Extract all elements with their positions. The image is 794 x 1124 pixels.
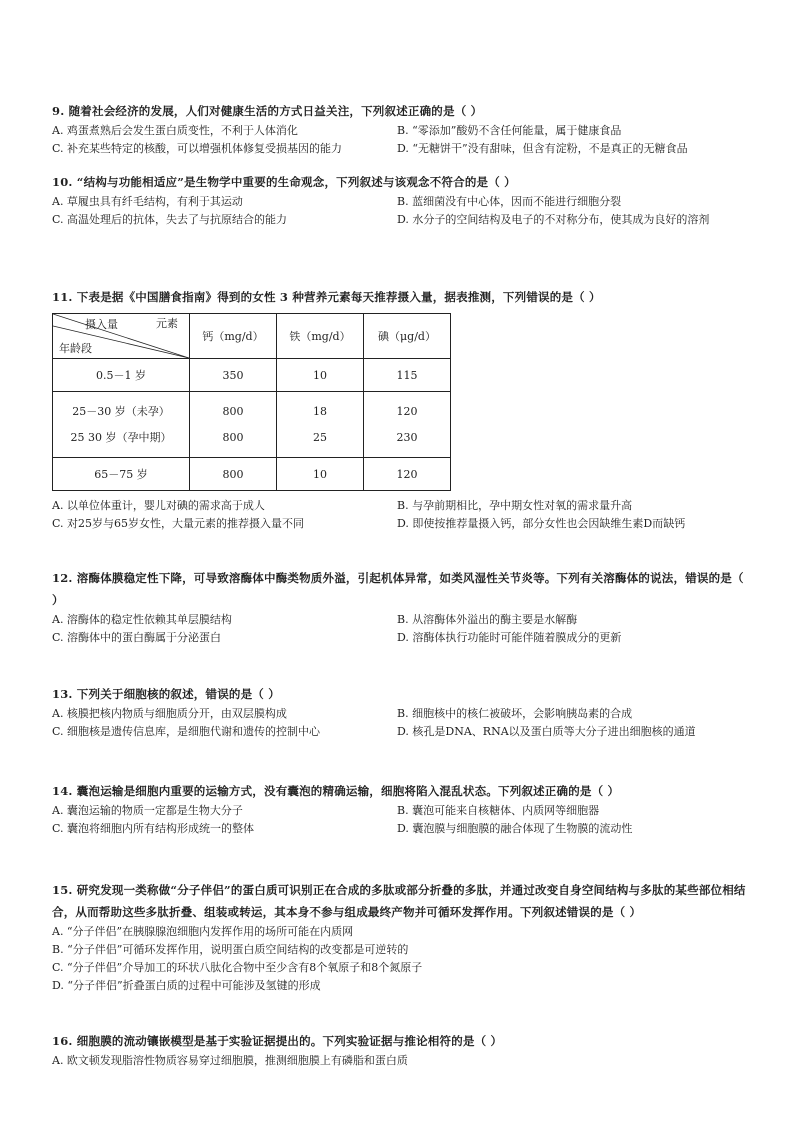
option-c: C. 细胞核是遗传信息库，是细胞代谢和遗传的控制中心 <box>52 725 321 738</box>
age-value: 25 30 岁（孕中期） <box>70 430 172 444</box>
corner-label-element: 元素 <box>156 317 178 330</box>
table-corner-cell <box>53 314 190 359</box>
option-a: A. “分子伴侣”在胰腺腺泡细胞内发挥作用的场所可能在内质网 <box>52 925 354 938</box>
question-12-options <box>52 611 752 647</box>
calcium-cell: 350 <box>190 359 277 392</box>
option-c: C. 对25岁与65岁女性，大量元素的推荐摄入量不同 <box>52 517 305 530</box>
age-cell <box>53 392 190 458</box>
question-16-stem: 16. 细胞膜的流动镶嵌模型是基于实验证据提出的。下列实验证据与推论相符的是（ ） <box>52 1034 503 1048</box>
option-d: D. “无糖饼干”没有甜味，但含有淀粉，不是真正的无糖食品 <box>397 142 688 155</box>
question-13 <box>52 683 752 741</box>
question-12 <box>52 567 752 647</box>
option-b: B. 蓝细菌没有中心体，因而不能进行细胞分裂 <box>397 195 622 208</box>
option-a: A. 草履虫具有纤毛结构，有利于其运动 <box>52 195 243 208</box>
option-d: D. “分子伴侣”折叠蛋白质的过程中可能涉及氢键的形成 <box>52 979 321 992</box>
option-d: D. 核孔是DNA、RNA以及蛋白质等大分子进出细胞核的通道 <box>397 725 696 738</box>
question-12-stem: 12. 溶酶体膜稳定性下降，可导致溶酶体中酶类物质外溢，引起机体异常，如类风湿性关节炎等。下列有关溶酶体的说法，错误的是（ ） <box>52 571 744 607</box>
header-calcium: 钙（mg/d） <box>190 314 277 359</box>
calcium-value: 800 <box>222 404 244 418</box>
option-a: A. 以单位体重计，婴儿对碘的需求高于成人 <box>52 499 265 512</box>
option-b: B. “零添加”酸奶不含任何能量，属于健康食品 <box>397 124 622 137</box>
question-14 <box>52 780 752 838</box>
age-cell: 65－75 岁 <box>53 458 190 491</box>
option-d: D. 即使按推荐量摄入钙，部分女性也会因缺维生素D而缺钙 <box>397 517 686 530</box>
option-b: B. “分子伴侣”可循环发挥作用，说明蛋白质空间结构的改变都是可逆转的 <box>52 943 409 956</box>
iodine-cell: 120 <box>364 458 451 491</box>
iodine-cell <box>364 392 451 458</box>
question-11 <box>52 286 752 308</box>
question-15 <box>52 879 752 995</box>
nutrient-table <box>52 313 451 491</box>
iron-cell <box>277 392 364 458</box>
question-15-stem: 15. 研究发现一类称做“分子伴侣”的蛋白质可识别正在合成的多肽或部分折叠的多肽，并通过改变自身空间结构与多肽的某些部位相结合，从而帮助这些多肽折叠、组装或转运，其本身不参与组成最终产物并可循环发挥作用。下列叙述错误的是（ ） <box>52 883 746 919</box>
option-a: A. 核膜把核内物质与细胞质分开，由双层膜构成 <box>52 707 287 720</box>
calcium-cell: 800 <box>190 458 277 491</box>
question-13-stem: 13. 下列关于细胞核的叙述，错误的是（ ） <box>52 687 280 701</box>
question-14-stem: 14. 囊泡运输是细胞内重要的运输方式，没有囊泡的精确运输，细胞将陷入混乱状态。下列叙述正确的是（ ） <box>52 784 620 798</box>
corner-label-intake: 摄入量 <box>85 318 118 331</box>
option-c: C. 高温处理后的抗体，失去了与抗原结合的能力 <box>52 213 288 226</box>
option-c: C. 溶酶体中的蛋白酶属于分泌蛋白 <box>52 631 222 644</box>
iodine-value: 120 <box>396 404 418 418</box>
age-cell: 0.5－1 岁 <box>53 359 190 392</box>
header-iodine: 碘（μg/d） <box>364 314 451 359</box>
question-14-options <box>52 802 752 838</box>
option-c: C. “分子伴侣”介导加工的环状八肽化合物中至少含有8个氧原子和8个氮原子 <box>52 961 423 974</box>
option-d: D. 囊泡膜与细胞膜的融合体现了生物膜的流动性 <box>397 822 633 835</box>
question-16 <box>52 1030 752 1070</box>
question-11-options <box>52 497 752 533</box>
age-value: 25－30 岁（未孕） <box>72 404 170 418</box>
option-d: D. 水分子的空间结构及电子的不对称分布，使其成为良好的溶剂 <box>397 213 710 226</box>
header-iron: 铁（mg/d） <box>277 314 364 359</box>
iodine-cell: 115 <box>364 359 451 392</box>
iron-value: 18 <box>313 404 327 418</box>
iron-cell: 10 <box>277 458 364 491</box>
option-d: D. 溶酶体执行功能时可能伴随着膜成分的更新 <box>397 631 622 644</box>
question-10-options <box>52 193 752 247</box>
option-b: B. 与孕前期相比，孕中期女性对氧的需求量升高 <box>397 499 633 512</box>
question-10-stem: 10. “结构与功能相适应”是生物学中重要的生命观念，下列叙述与该观念不符合的是（ ） <box>52 175 516 189</box>
question-11-stem: 11. 下表是据《中国膳食指南》得到的女性 3 种营养元素每天推荐摄入量，据表推测，下列错误的是（ ） <box>52 290 601 304</box>
iron-cell: 10 <box>277 359 364 392</box>
table-row <box>53 359 451 392</box>
calcium-cell <box>190 392 277 458</box>
question-9-stem: 9. 随着社会经济的发展，人们对健康生活的方式日益关注，下列叙述正确的是（ ） <box>52 104 483 118</box>
question-11-options-wrap <box>52 497 752 533</box>
option-a: A. 溶酶体的稳定性依赖其单层膜结构 <box>52 613 232 626</box>
question-9-options <box>52 122 752 158</box>
table-row <box>53 458 451 491</box>
question-9 <box>52 100 752 158</box>
question-13-options <box>52 705 752 741</box>
option-c: C. 补充某些特定的核酸，可以增强机体修复受损基因的能力 <box>52 142 343 155</box>
question-10 <box>52 171 752 247</box>
calcium-value: 800 <box>222 430 244 444</box>
corner-label-age: 年龄段 <box>59 342 92 355</box>
iodine-value: 230 <box>396 430 418 444</box>
option-a: A. 鸡蛋煮熟后会发生蛋白质变性，不利于人体消化 <box>52 124 298 137</box>
option-b: B. 从溶酶体外溢出的酶主要是水解酶 <box>397 613 578 626</box>
iron-value: 25 <box>313 430 327 444</box>
option-a: A. 囊泡运输的物质一定都是生物大分子 <box>52 804 243 817</box>
option-c: C. 囊泡将细胞内所有结构形成统一的整体 <box>52 822 255 835</box>
option-b: B. 囊泡可能来自核糖体、内质网等细胞器 <box>397 804 600 817</box>
option-a: A. 欧文顿发现脂溶性物质容易穿过细胞膜，推测细胞膜上有磷脂和蛋白质 <box>52 1054 408 1067</box>
table-row-group <box>53 392 451 458</box>
option-b: B. 细胞核中的核仁被破坏，会影响胰岛素的合成 <box>397 707 633 720</box>
